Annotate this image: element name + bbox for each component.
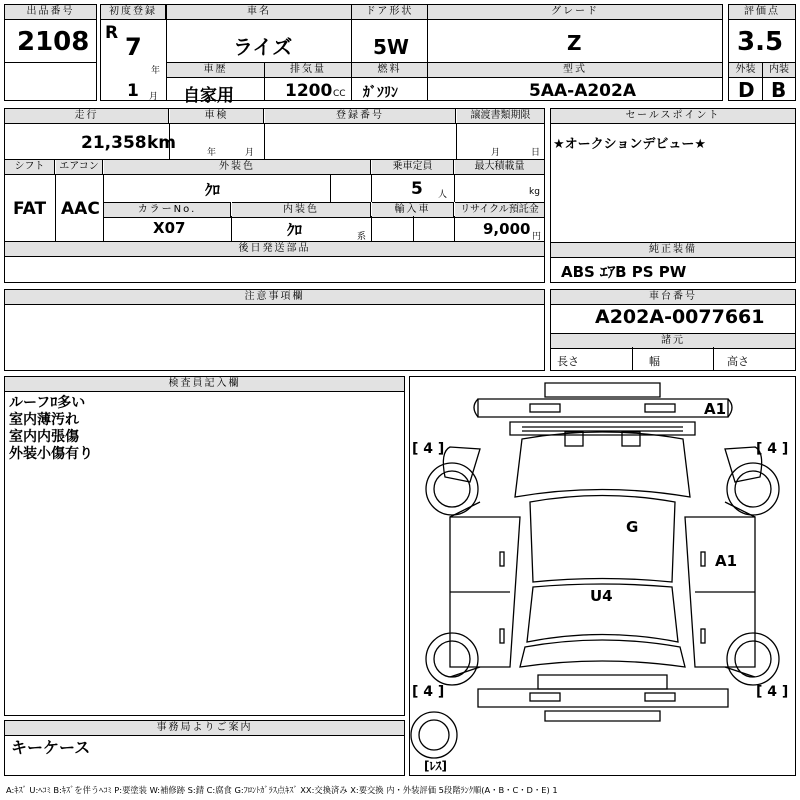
specs-label: 諸元	[551, 333, 795, 349]
inspector-line-3: 室内内張傷	[9, 429, 79, 445]
reg-no-label: 登録番号	[265, 109, 456, 124]
model-code-label: 型式	[428, 63, 722, 78]
inspection-label: 車検	[170, 109, 264, 124]
chassis-box	[550, 289, 796, 371]
door-type: 5W	[373, 35, 409, 59]
lot-label: 出品番号	[5, 5, 96, 20]
chassis-number: A202A-0077661	[595, 306, 765, 328]
ext-color-value: ｸﾛ	[205, 181, 221, 199]
capacity-label: 乗車定員	[372, 160, 454, 175]
inspector-label: 検査員記入欄	[5, 377, 404, 392]
color-no-label: カラーNo.	[104, 202, 231, 218]
caution-box	[4, 289, 545, 371]
int-color-value: ｸﾛ	[287, 221, 303, 239]
sales-genuine	[550, 108, 796, 283]
score-box	[728, 4, 796, 101]
transfer-day-unit: 日	[531, 148, 541, 158]
capacity-value: 5	[411, 179, 423, 199]
import-label: 輸入車	[372, 202, 454, 218]
inspector-line-2: 室内薄汚れ	[9, 412, 79, 428]
int-color-unit: 系	[357, 232, 367, 242]
capacity-unit: 人	[438, 190, 448, 200]
history-value: 自家用	[183, 86, 234, 106]
displacement-value: 1200	[285, 81, 333, 101]
lot-number: 2108	[17, 27, 90, 57]
history-label: 車歴	[167, 63, 264, 78]
score-label: 評価点	[729, 5, 795, 20]
tire-front-left: [ 4 ]	[412, 441, 445, 457]
score-value: 3.5	[737, 27, 784, 57]
spec-width: 幅	[649, 355, 660, 368]
fuel-value: ｶﾞｿﾘﾝ	[363, 85, 398, 101]
displacement-label: 排気量	[265, 63, 351, 78]
chassis-label: 車台番号	[551, 290, 795, 305]
shift-value: FAT	[13, 199, 47, 219]
grade: Z	[567, 31, 582, 55]
insp-year-unit: 年	[207, 148, 217, 158]
year-unit: 年	[151, 66, 161, 76]
office-label: 事務局よりご案内	[5, 721, 404, 736]
inspector-line-1: ルーフﾛ多い	[9, 395, 86, 411]
reg-month: 1	[127, 81, 139, 101]
tire-rear-left: [ 4 ]	[412, 684, 445, 700]
vehicle-detail	[4, 108, 545, 283]
max-load-unit: kg	[529, 187, 540, 197]
office-box	[4, 720, 405, 776]
first-reg-label: 初度登録	[101, 5, 166, 20]
mileage-unit: km	[147, 133, 177, 153]
damage-mark-g: G	[626, 518, 639, 536]
recycle-label: リサイクル預託金	[455, 202, 544, 218]
caution-label: 注意事項欄	[5, 290, 544, 305]
insp-month-unit: 月	[245, 148, 255, 158]
spare-tire-label: [ﾚｽ]	[424, 759, 447, 773]
aircon-value: AAC	[61, 199, 100, 219]
color-no-value: X07	[153, 219, 186, 237]
tire-front-right: [ 4 ]	[756, 441, 789, 457]
office-text: キーケース	[11, 738, 91, 757]
damage-mark-a1-side: A1	[715, 552, 738, 570]
genuine-label: 純正装備	[551, 242, 795, 258]
lot-box	[4, 4, 97, 101]
inspector-box	[4, 376, 405, 716]
vehicle-basic	[100, 4, 723, 106]
int-score: B	[771, 78, 787, 102]
later-parts-label: 後日発送部品	[5, 242, 544, 257]
int-color-label: 内装色	[232, 202, 371, 218]
recycle-unit: 円	[532, 232, 542, 242]
spec-height: 高さ	[727, 355, 749, 368]
door-label: ドア形状	[352, 5, 427, 20]
int-label: 内装	[763, 63, 795, 78]
sales-point-text: ★オークションデビュー★	[553, 137, 707, 152]
sales-point-label: セールスポイント	[551, 109, 795, 124]
fuel-label: 燃料	[352, 63, 427, 78]
car-name-label: 車名	[167, 5, 351, 20]
car-name: ライズ	[233, 35, 293, 59]
grade-label: グレード	[428, 5, 722, 20]
ext-label: 外装	[729, 63, 762, 78]
car-outline	[410, 377, 795, 775]
displacement-unit: CC	[333, 89, 346, 99]
aircon-label: エアコン	[56, 160, 103, 175]
max-load-label: 最大積載量	[455, 160, 544, 175]
spec-length: 長さ	[557, 355, 579, 368]
mileage-label: 走行	[5, 109, 169, 124]
inspector-line-4: 外装小傷有り	[9, 446, 93, 462]
legend: A:ｷｽﾞ U:ﾍｺﾐ B:ｷｽﾞを伴うﾍｺﾐ P:要塗装 W:補修跡 S:錆 C:腐食 G:ﾌﾛﾝﾄｶﾞﾗｽ点ｷｽﾞ XX:交換済み X:要交換 内・外装評価 5段階ﾗﾝｸ順(A・B・C・D・E) 1	[6, 785, 558, 795]
model-code: 5AA-A202A	[529, 81, 636, 101]
genuine-value: ABS ｴｱB PS PW	[561, 263, 687, 281]
ext-score: D	[738, 78, 755, 102]
transfer-label: 譲渡書類期限	[457, 109, 544, 124]
era: R	[105, 23, 119, 43]
tire-rear-right: [ 4 ]	[756, 684, 789, 700]
ext-color-label: 外装色	[104, 160, 371, 175]
damage-mark-a1-front: A1	[704, 400, 727, 418]
mileage-value: 21,358	[81, 133, 147, 153]
transfer-month-unit: 月	[491, 148, 501, 158]
damage-diagram	[409, 376, 796, 776]
shift-label: シフト	[5, 160, 55, 175]
month-unit: 月	[149, 92, 159, 102]
reg-year: 7	[125, 33, 142, 61]
damage-mark-u4: U4	[590, 587, 613, 605]
recycle-value: 9,000	[483, 220, 531, 238]
